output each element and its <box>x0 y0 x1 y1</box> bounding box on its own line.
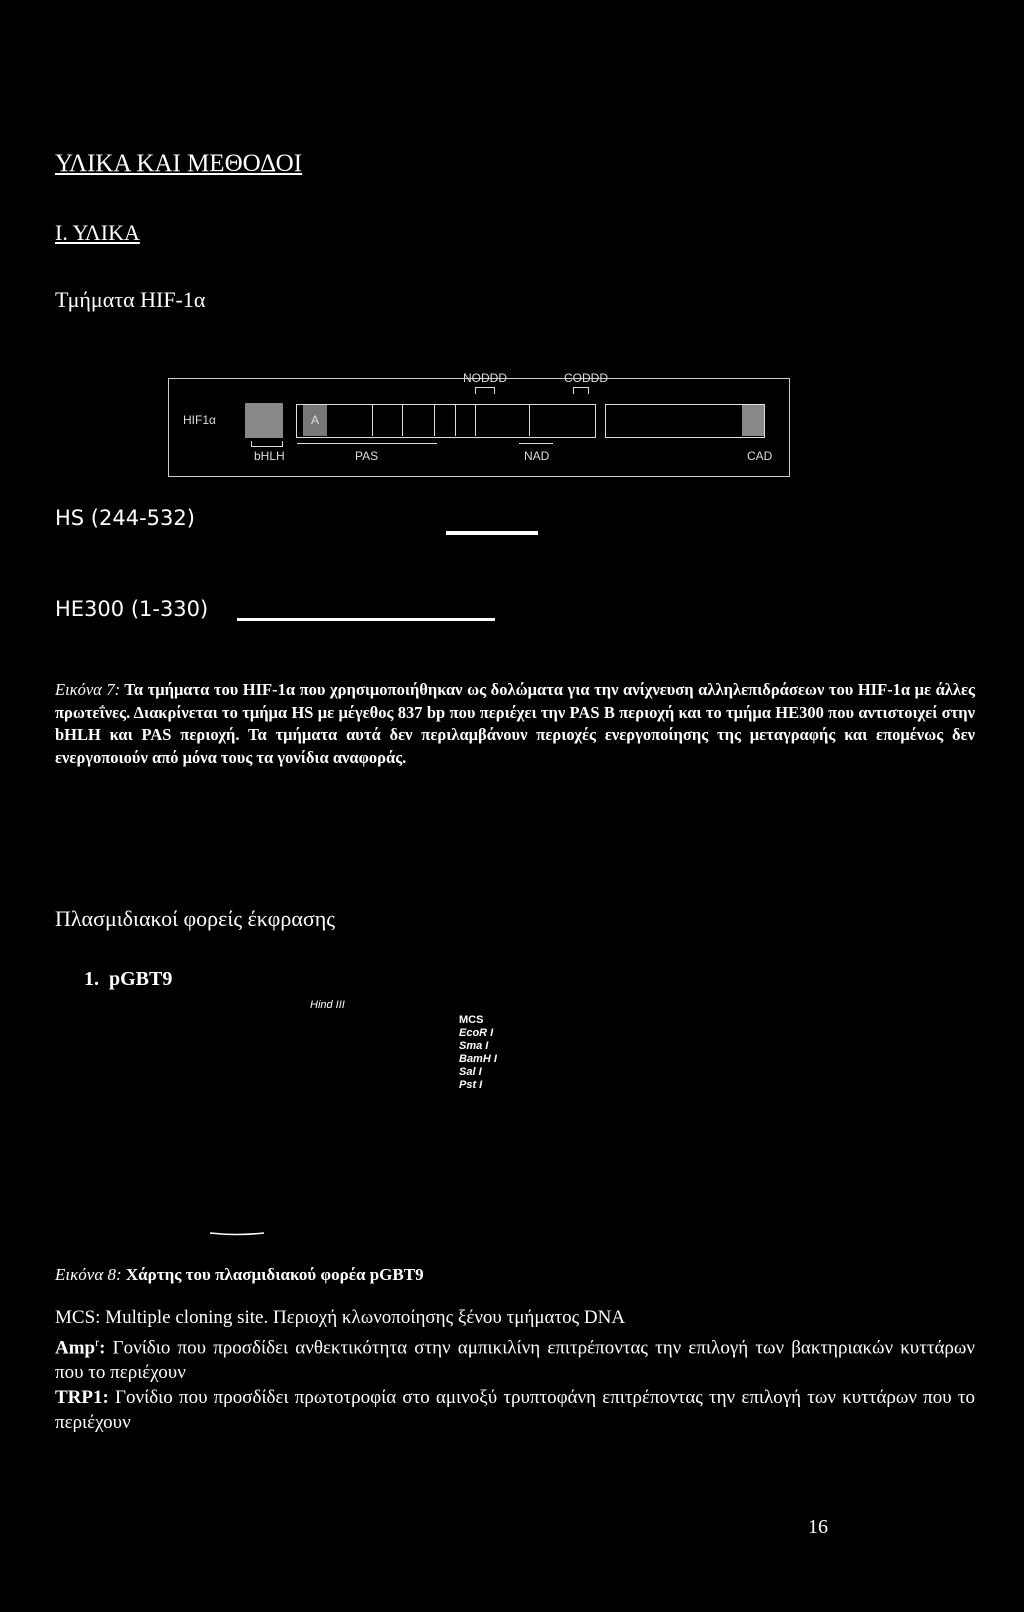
plasmids-heading: Πλασμιδιακοί φορείς έκφρασης <box>55 906 335 931</box>
bhlh-bracket <box>251 441 283 447</box>
bamhi-site: BamH I <box>459 1053 497 1065</box>
legend-term: TRP1: <box>55 1387 109 1409</box>
subsection-heading: Τμήματα HIF-1α <box>55 287 206 312</box>
section-heading: Ι. ΥΛΙΚΑ <box>55 220 140 245</box>
legend-term: Amp <box>55 1337 96 1359</box>
hind-iii-site: Hind III <box>310 999 345 1011</box>
nodd-bracket <box>475 387 495 394</box>
sali-site: Sal I <box>459 1066 482 1078</box>
coddd-label: CODDD <box>564 371 608 385</box>
divider <box>475 405 476 436</box>
page-heading: ΥΛΙΚΑ ΚΑΙ ΜΕΘΟΔΟΙ <box>55 150 303 177</box>
figure7-text: Τα τμήματα του HIF-1α που χρησιμοποιήθηκαν ως δολώματα για την ανίχνευση αλληλεπιδράσεων του HIF-1α με άλλες πρωτεΐνες. Διακρίνεται το τμήμα HS με μέγεθος 837 bp που περιέχει την PAS B περιοχή και το τμήμα HE300 που αντιστοιχεί στην bHLH και PAS περιοχή. Τα τμήματα αυτά δεν περιλαμβάνουν περιοχές ενεργοποίησης της μεταγραφής και επομένως δεν ενεργοποιούν από μόνα τους τα γονίδια αναφοράς. <box>55 680 976 767</box>
pas-region <box>296 404 596 438</box>
legend-text: Multiple cloning site. Περιοχή κλωνοποίησης ξένου τμήματος DNA <box>105 1307 626 1328</box>
mcs-site-list <box>459 1014 497 1092</box>
mcs-label: MCS <box>459 1014 484 1026</box>
he300-fragment-label: HE300 (1-330) <box>55 597 209 621</box>
nad-line <box>519 443 553 444</box>
divider <box>455 405 456 436</box>
psti-site: Pst I <box>459 1079 483 1091</box>
legend-mcs <box>55 1305 975 1330</box>
legend-text: Γονίδιο που προσδίδει πρωτοτροφία στο αμινοξύ τρυπτοφάνη επιτρέποντας την επιλογή των κυττάρων που το περιέχουν <box>55 1387 975 1434</box>
legend-term-colon: : <box>99 1337 106 1359</box>
hif1a-domain-diagram <box>168 371 790 477</box>
nad-label: NAD <box>524 449 550 463</box>
page-number: 16 <box>808 1516 828 1538</box>
he300-fragment-bar <box>237 618 495 621</box>
figure8-caption <box>55 1265 424 1285</box>
nodd-label: NODDD <box>463 371 507 385</box>
plasmid-title: 1. pGBT9 <box>84 968 173 990</box>
legend-amp <box>55 1330 975 1385</box>
bhlh-domain <box>245 403 283 438</box>
divider <box>434 405 435 436</box>
pas-a-domain: A <box>303 405 327 436</box>
cad-domain <box>742 405 764 436</box>
coddd-bracket <box>573 387 589 394</box>
figure8-text: Χάρτης του πλασμιδιακού φορέα pGBT9 <box>125 1265 424 1284</box>
legend-term-sup: r <box>95 1335 100 1349</box>
smai-site: Sma I <box>459 1040 489 1052</box>
hs-fragment-label: HS (244-532) <box>55 506 195 530</box>
figure7-label: Εικόνα 7: <box>55 680 121 699</box>
protein-label: HIF1α <box>183 413 216 427</box>
plasmid-map-arc <box>208 1231 268 1239</box>
divider <box>529 405 530 436</box>
pas-line <box>297 443 437 444</box>
ecori-site: EcoR I <box>459 1027 494 1039</box>
legend-text: Γονίδιο που προσδίδει ανθεκτικότητα στην αμπικιλίνη επιτρέποντας την επιλογή των βακτηριακών κυττάρων που το περιέχουν <box>55 1337 975 1384</box>
legend-term: MCS: <box>55 1307 101 1328</box>
figure8-label: Εικόνα 8: <box>55 1265 122 1284</box>
figure7-caption <box>55 679 975 769</box>
divider <box>372 405 373 436</box>
pas-label: PAS <box>355 449 379 463</box>
legend <box>55 1305 975 1435</box>
divider <box>402 405 403 436</box>
cad-label: CAD <box>747 449 773 463</box>
bhlh-label: bHLH <box>254 449 285 463</box>
hs-fragment-bar <box>446 531 538 535</box>
c-terminal-region <box>605 404 765 438</box>
legend-trp1 <box>55 1385 975 1435</box>
